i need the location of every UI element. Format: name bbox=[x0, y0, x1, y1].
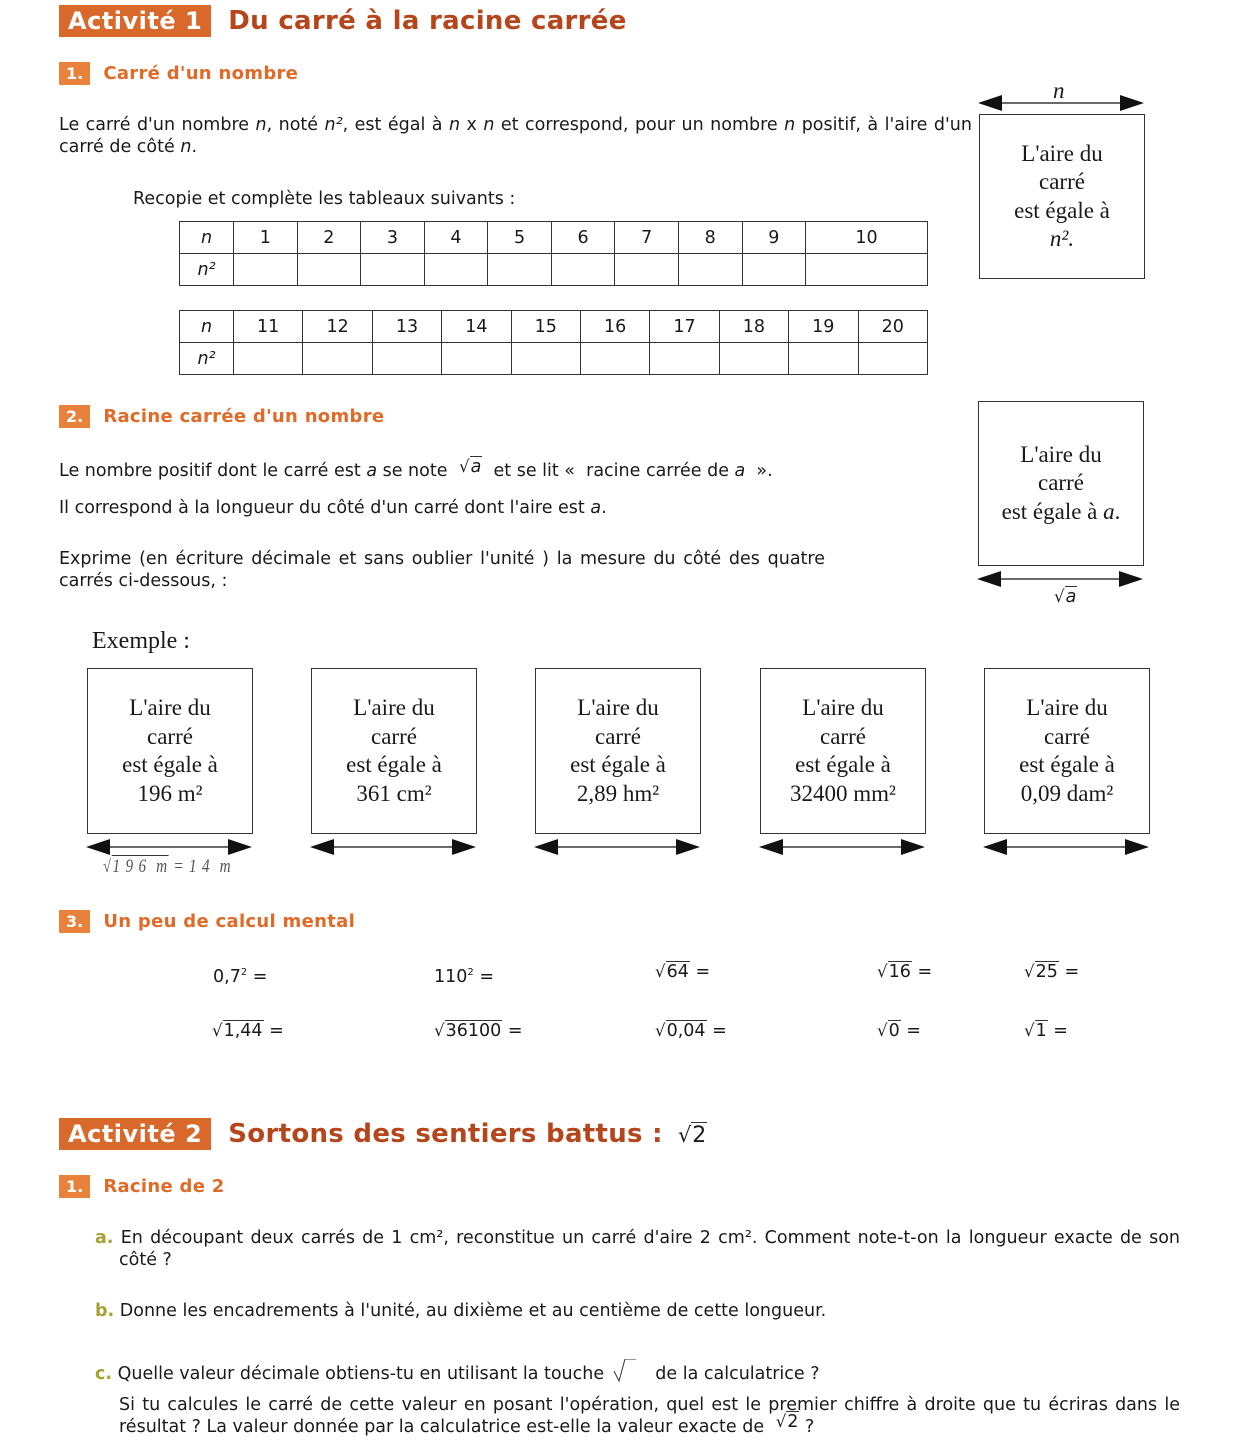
side-arrow-2 bbox=[310, 836, 478, 858]
calc-item: $110^2$ = bbox=[434, 967, 495, 987]
side-arrow-3 bbox=[534, 836, 702, 858]
section3-header bbox=[59, 911, 355, 932]
table-row: n² bbox=[180, 343, 928, 375]
table-row: n 11 12 13 14 15 16 17 18 19 20 bbox=[180, 311, 928, 343]
item-c-continuation: Si tu calcules le carré de cette valeur en posant l'opération, quel est le premier chiffre à droite que tu écriras dans le résultat ? La valeur donnée par la calculatrice est-elle la valeur exacte de √2 ? bbox=[119, 1395, 1180, 1437]
section1-number: 1. bbox=[59, 62, 90, 85]
section2-title: Racine carrée d'un nombre bbox=[103, 406, 385, 427]
calc-item: √25 = bbox=[1024, 962, 1080, 982]
activity2-section1-title: Racine de 2 bbox=[103, 1176, 225, 1197]
area-square-5: L'aire du carré est égale à 0,09 dam² bbox=[984, 668, 1150, 834]
section1-title: Carré d'un nombre bbox=[103, 63, 299, 84]
table-row: n² bbox=[180, 254, 928, 286]
activity2-section1-header bbox=[59, 1176, 225, 1197]
area-square-2: L'aire du carré est égale à 361 cm² bbox=[311, 668, 477, 834]
squares-table-2 bbox=[179, 310, 928, 375]
activity2-badge: Activité 2 bbox=[59, 1118, 211, 1150]
section1-header bbox=[59, 63, 298, 84]
activity2-header bbox=[59, 1119, 707, 1149]
diagram2-bottom-label: √a bbox=[1054, 587, 1077, 607]
activity2-title: Sortons des sentiers battus : bbox=[228, 1119, 663, 1149]
activity1-header bbox=[59, 6, 627, 36]
diagram1-double-arrow bbox=[978, 92, 1146, 114]
example-answer: √1 9 6 m = 1 4 m bbox=[103, 856, 232, 877]
section2-line1: Le nombre positif dont le carré est a se note √a et se lit « racine carrée de a ». bbox=[59, 457, 773, 481]
area-square-4: L'aire du carré est égale à 32400 mm² bbox=[760, 668, 926, 834]
item-b-letter: b. bbox=[95, 1301, 115, 1321]
example-label: Exemple : bbox=[92, 628, 190, 654]
section1-instruction: Recopie et complète les tableaux suivants : bbox=[133, 189, 516, 209]
section1-paragraph: Le carré d'un nombre n, noté n², est égal à n x n et correspond, pour un nombre n positif, à l'aire d'un carré de côté n. bbox=[59, 115, 972, 157]
area-square-3: L'aire du carré est égale à 2,89 hm² bbox=[535, 668, 701, 834]
activity1-badge: Activité 1 bbox=[59, 5, 211, 37]
squares-table-1 bbox=[179, 221, 928, 286]
section2-number: 2. bbox=[59, 405, 90, 428]
calc-item: √36100 = bbox=[434, 1021, 523, 1041]
diagram1-square: L'aire du carré est égale à n². bbox=[979, 114, 1145, 279]
activity2-section1-number: 1. bbox=[59, 1175, 90, 1198]
calc-item: √16 = bbox=[877, 962, 933, 982]
area-square-1: L'aire du carré est égale à 196 m² bbox=[87, 668, 253, 834]
section3-number: 3. bbox=[59, 910, 90, 933]
diagram1-top-label: n bbox=[1053, 78, 1065, 103]
activity1-title: Du carré à la racine carrée bbox=[228, 6, 627, 36]
item-a: a. En découpant deux carrés de 1 cm², reconstitue un carré d'aire 2 cm². Comment note-t-on la longueur exacte de son côté ? bbox=[95, 1228, 1180, 1270]
calc-item: √1 = bbox=[1024, 1021, 1068, 1041]
section2-instruction: Exprime (en écriture décimale et sans oublier l'unité ) la mesure du côté des quatre carrés ci-dessous, : bbox=[59, 549, 825, 591]
section2-line2: Il correspond à la longueur du côté d'un carré dont l'aire est a. bbox=[59, 498, 607, 518]
sqrt-symbol: √a bbox=[459, 457, 482, 477]
calc-item: $0,7^2$ = bbox=[213, 967, 268, 987]
section3-title: Un peu de calcul mental bbox=[103, 911, 356, 932]
calc-item: √0,04 = bbox=[655, 1021, 727, 1041]
side-arrow-5 bbox=[983, 836, 1151, 858]
table-row: n 1 2 3 4 5 6 7 8 9 10 bbox=[180, 222, 928, 254]
section2-header bbox=[59, 406, 384, 427]
calc-item: √1,44 = bbox=[212, 1021, 284, 1041]
item-a-letter: a. bbox=[95, 1228, 114, 1248]
activity2-title-sqrt: √2 bbox=[677, 1123, 707, 1148]
sqrt-key-icon bbox=[610, 1359, 650, 1389]
calc-item: √0 = bbox=[877, 1021, 921, 1041]
calc-item: √64 = bbox=[655, 962, 711, 982]
item-b: b. Donne les encadrements à l'unité, au dixième et au centième de cette longueur. bbox=[95, 1301, 827, 1321]
side-arrow-4 bbox=[759, 836, 927, 858]
diagram2-square: L'aire du carré est égale à a. bbox=[978, 401, 1144, 566]
item-c-letter: c. bbox=[95, 1364, 113, 1384]
item-c: c. Quelle valeur décimale obtiens-tu en utilisant la touche de la calculatrice ? bbox=[95, 1355, 820, 1385]
